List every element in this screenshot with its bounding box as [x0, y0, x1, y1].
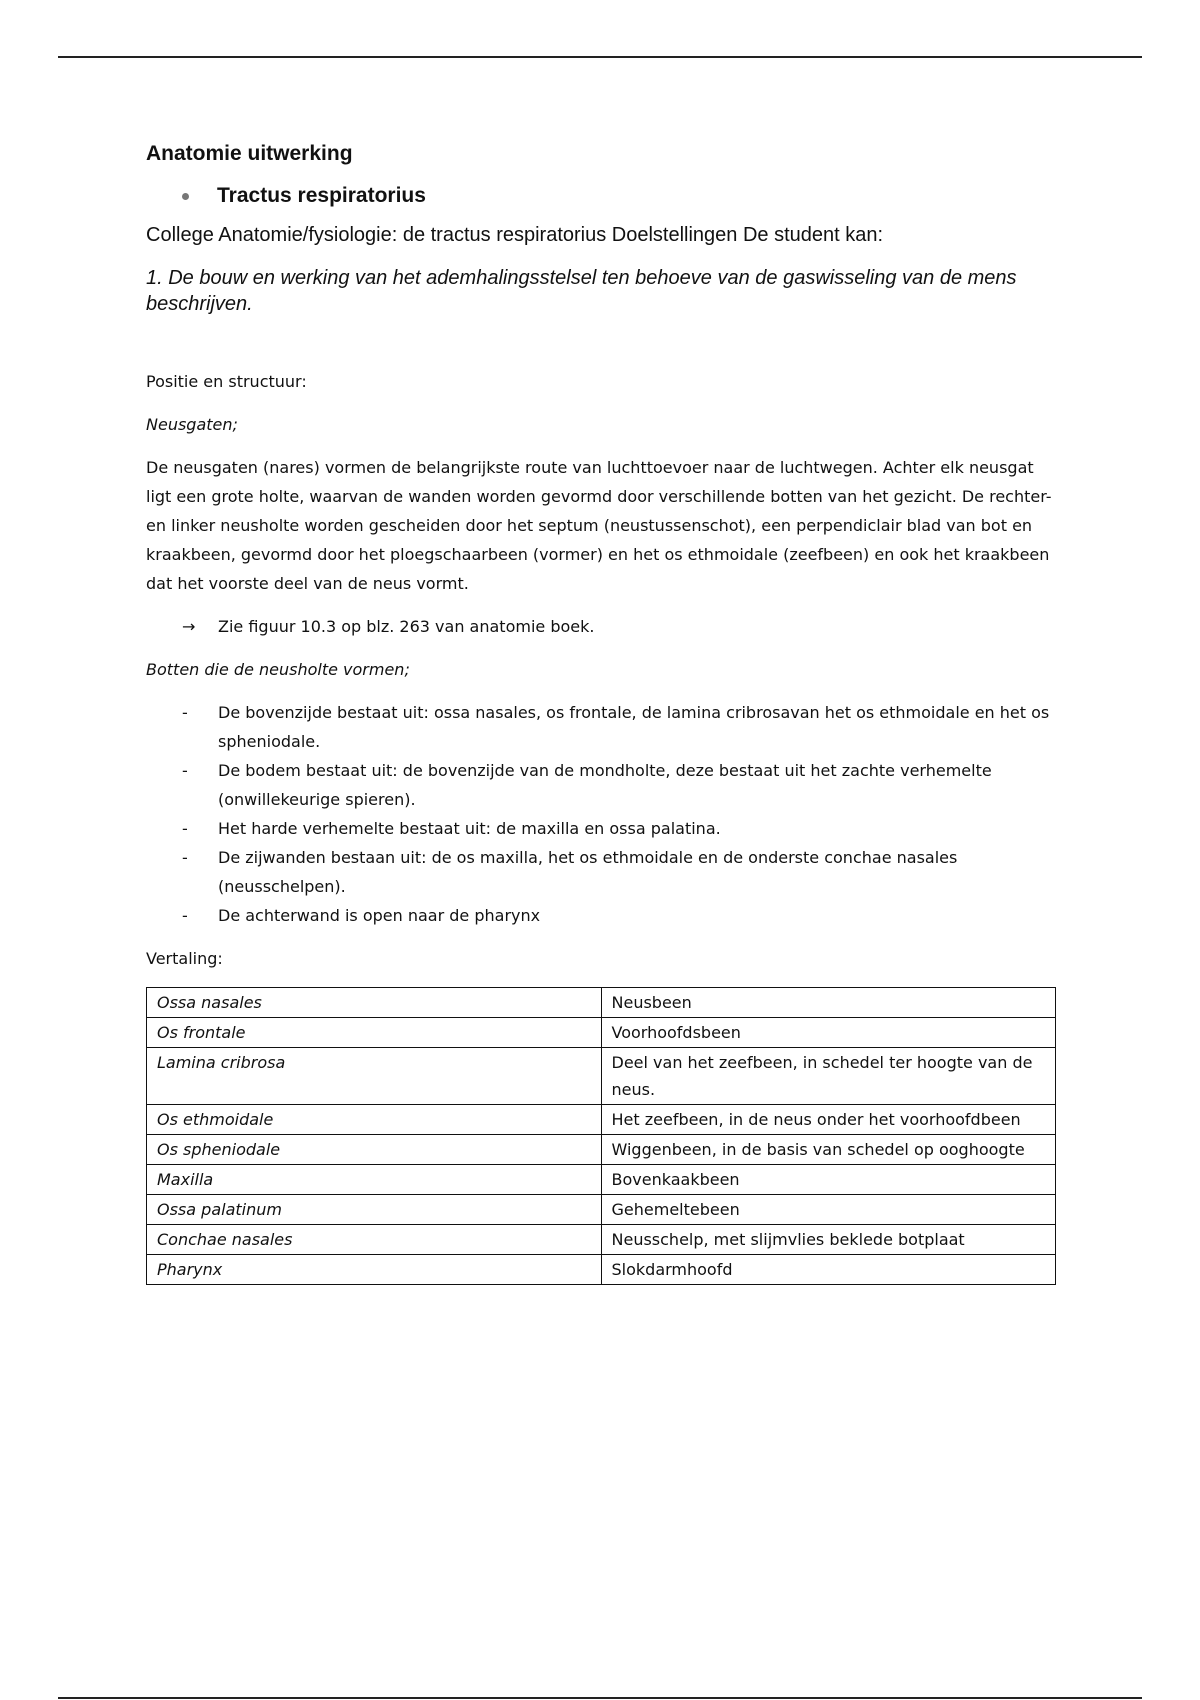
dutch-term: Het zeefbeen, in de neus onder het voorhoofdbeen: [601, 1105, 1056, 1135]
latin-term: Os ethmoidale: [147, 1105, 602, 1135]
dash-marker: -: [182, 761, 188, 780]
position-heading: Positie en structuur:: [146, 372, 307, 391]
dutch-term: Neusschelp, met slijmvlies beklede botplaat: [601, 1225, 1056, 1255]
latin-term: Os spheniodale: [147, 1135, 602, 1165]
nostrils-paragraph: De neusgaten (nares) vormen de belangrijkste route van luchttoevoer naar de luchtwegen. Achter elk neusgat ligt een grote holte, waarvan de wanden worden gevormd door verschillende botten van het gezicht. De rechter- en linker neusholte worden gescheiden door het septum (neustussenschot), een perpendiclair blad van bot en kraakbeen, gevormd door het ploegschaarbeen (vormer) en het os ethmoidale (zeefbeen) en ook het kraakbeen dat het voorste deel van de neus vormt.: [146, 458, 1052, 593]
table-row: [147, 1048, 1056, 1105]
figure-reference-text: Zie figuur 10.3 op blz. 263 van anatomie boek.: [218, 617, 595, 636]
latin-term: Lamina cribrosa: [147, 1048, 602, 1105]
table-row: [147, 1195, 1056, 1225]
dutch-term: Voorhoofdsbeen: [601, 1018, 1056, 1048]
bones-list: [146, 698, 1056, 930]
top-rule: [58, 56, 1142, 58]
list-item: - De bovenzijde bestaat uit: ossa nasales, os frontale, de lamina cribrosavan het os ethmoidale en het os spheniodale.: [146, 698, 1056, 756]
latin-term: Os frontale: [147, 1018, 602, 1048]
list-item: - De zijwanden bestaan uit: de os maxilla, het os ethmoidale en de onderste conchae nasales (neusschelpen).: [146, 843, 1056, 901]
table-row: [147, 1225, 1056, 1255]
document-title: Anatomie uitwerking: [146, 142, 353, 165]
arrow-right-icon: →: [182, 617, 196, 636]
list-item: - De bodem bestaat uit: de bovenzijde van de mondholte, deze bestaat uit het zachte verhemelte (onwillekeurige spieren).: [146, 756, 1056, 814]
table-row: [147, 988, 1056, 1018]
table-row: [147, 1165, 1056, 1195]
list-item: - De achterwand is open naar de pharynx: [146, 901, 1056, 930]
dash-marker: -: [182, 906, 188, 925]
dash-marker: -: [182, 848, 188, 867]
dutch-term: Wiggenbeen, in de basis van schedel op ooghoogte: [601, 1135, 1056, 1165]
latin-term: Conchae nasales: [147, 1225, 602, 1255]
dutch-term: Neusbeen: [601, 988, 1056, 1018]
section-bullet: [182, 184, 1056, 208]
figure-reference: [182, 612, 1056, 641]
section-title: Tractus respiratorius: [217, 184, 426, 207]
table-row: [147, 1018, 1056, 1048]
bones-heading: Botten die de neusholte vormen;: [146, 660, 410, 679]
nostrils-heading: Neusgaten;: [146, 415, 238, 434]
dutch-term: Deel van het zeefbeen, in schedel ter hoogte van de neus.: [601, 1048, 1056, 1105]
list-item: - Het harde verhemelte bestaat uit: de maxilla en ossa palatina.: [146, 814, 1056, 843]
latin-term: Pharynx: [147, 1255, 602, 1285]
bullet-icon: [182, 193, 189, 200]
dutch-term: Bovenkaakbeen: [601, 1165, 1056, 1195]
dash-marker: -: [182, 819, 188, 838]
document-body: [146, 142, 1056, 1285]
latin-term: Ossa nasales: [147, 988, 602, 1018]
intro-text: College Anatomie/fysiologie: de tractus respiratorius Doelstellingen De student kan:: [146, 224, 884, 246]
table-row: [147, 1255, 1056, 1285]
dutch-term: Gehemeltebeen: [601, 1195, 1056, 1225]
bottom-rule: [58, 1697, 1142, 1699]
table-row: [147, 1135, 1056, 1165]
dutch-term: Slokdarmhoofd: [601, 1255, 1056, 1285]
translation-table: [146, 987, 1056, 1285]
table-row: [147, 1105, 1056, 1135]
learning-goal: 1. De bouw en werking van het ademhalingsstelsel ten behoeve van de gaswisseling van de mens beschrijven.: [146, 267, 1017, 315]
latin-term: Maxilla: [147, 1165, 602, 1195]
translation-heading: Vertaling:: [146, 949, 223, 968]
dash-marker: -: [182, 703, 188, 722]
latin-term: Ossa palatinum: [147, 1195, 602, 1225]
